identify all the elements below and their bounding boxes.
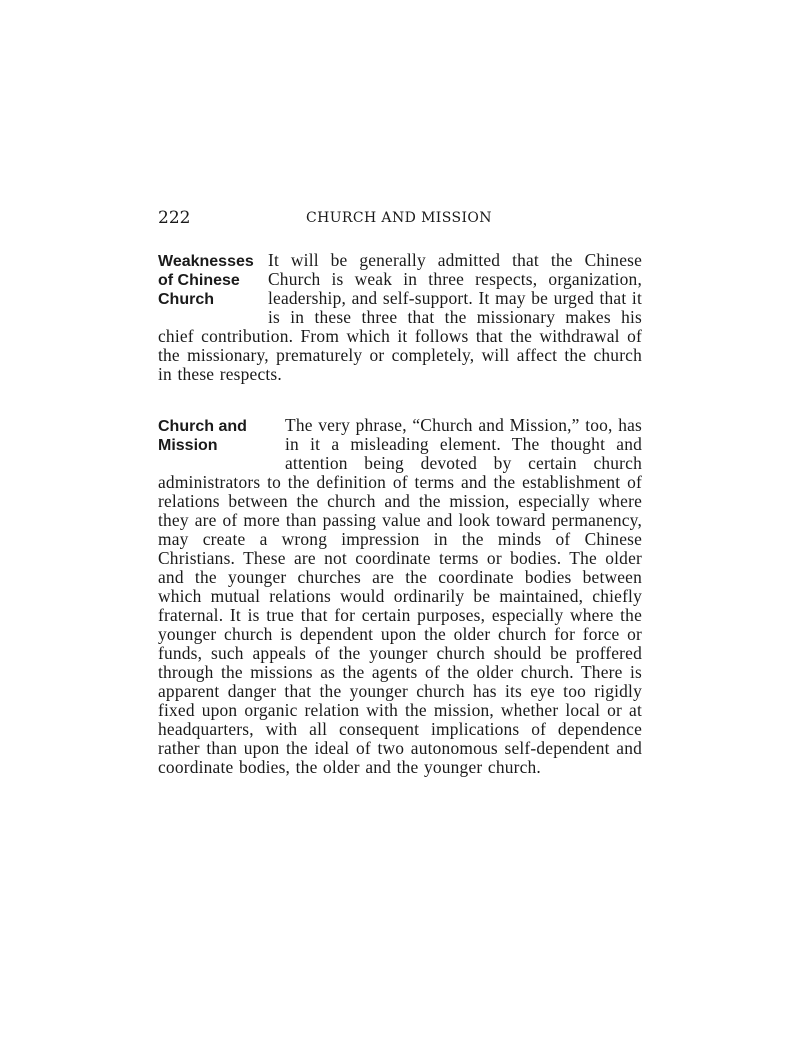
running-title: CHURCH AND MISSION <box>306 210 492 226</box>
side-heading-weaknesses <box>158 251 266 309</box>
side-heading-line: Mission <box>158 437 218 454</box>
side-heading-line: of Chinese <box>158 272 240 289</box>
paragraph-weaknesses: It will be generally admitted that the Chinese Church is weak in three respects, organization, leadership, and self-support. It may be urged that it is in these three that the missionary makes his chief contribution. From which it follows that the withdrawal of the missionary, prematurely or completely, will affect the church in these respects. <box>158 250 642 384</box>
side-heading-church-and-mission <box>158 416 283 455</box>
side-heading-line: Church and <box>158 418 247 435</box>
side-heading-line: Weaknesses <box>158 253 254 270</box>
paragraph-church-and-mission: The very phrase, “Church and Mission,” too, has in it a misleading element. The thought and attention being devoted by certain church administrators to the definition of terms and the establishment of relations between the church and the mission, especially where they are of more than passing value and look toward permanency, may create a wrong impression in the minds of Chinese Christians. These are not coordinate terms or bodies. The older and the younger churches are the coordinate bodies between which mutual relations would ordinarily be maintained, chiefly fraternal. It is true that for certain purposes, especially where the younger church is dependent upon the older church for force or funds, such appeals of the younger church should be proffered through the missions as the agents of the older church. There is apparent danger that the younger church has its eye too rigidly fixed upon organic relation with the mission, whether local or at headquarters, with all consequent implications of dependence rather than upon the ideal of two autonomous self-dependent and coordinate bodies, the older and the younger church. <box>158 415 642 777</box>
side-heading-line: Church <box>158 291 214 308</box>
running-head <box>158 208 642 230</box>
section-weaknesses <box>158 251 642 384</box>
section-church-and-mission <box>158 416 642 777</box>
page-number: 222 <box>158 208 191 228</box>
